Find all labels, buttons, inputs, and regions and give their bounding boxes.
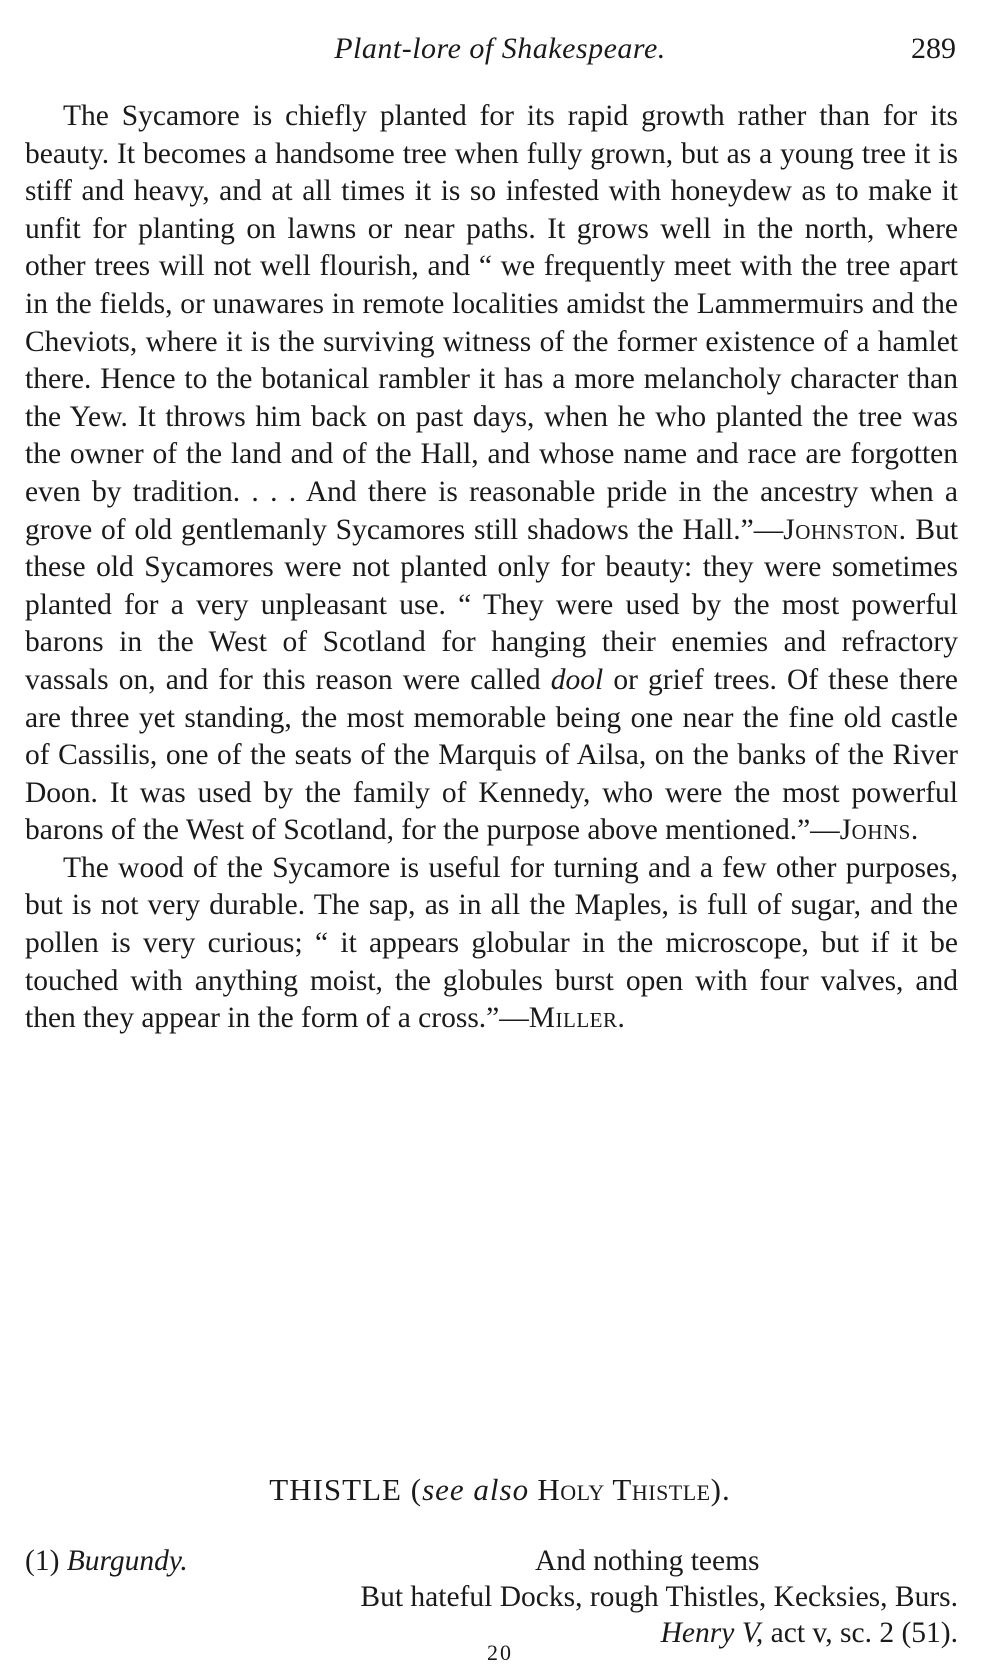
citation-miller: Miller. xyxy=(528,1002,626,1035)
paragraph-sycamore-1 xyxy=(25,98,958,850)
running-head xyxy=(0,32,1000,72)
quote-line-1: And nothing teems xyxy=(535,1545,760,1577)
term-dool: dool xyxy=(550,663,604,696)
quote-speaker: Burgundy. xyxy=(66,1545,188,1577)
running-title: Plant-lore of Shakespeare. xyxy=(334,32,666,65)
cross-reference-holy-thistle: Holy Thistle xyxy=(529,1472,711,1507)
shakespeare-quotation xyxy=(25,1543,958,1651)
para2-text: The wood of the Sycamore is useful for turning and a few other purposes, but is not very durable. The sap, as in all the Maples, is full of sugar, and the pollen is very curious; “ it appears globular in the microscope, but if it be touched with anything moist, the globules burst open with four valves, and then they appear in the form of a cross.”— xyxy=(25,851,958,1035)
signature-mark: 20 xyxy=(487,1640,513,1665)
citation-johns: Johns. xyxy=(839,814,919,847)
body-text xyxy=(25,98,958,1038)
quote-number: (1) xyxy=(25,1545,67,1577)
para1-text-3: or grief trees. Of these there are three yet standing, the most memorable being one near the fine old castle of Cassilis, one of the seats of the Marquis of Ailsa, on the banks of the River Doon. It was used by the family of Kennedy, who were the most powerful barons of the West of Scotland, for the purpose above mentioned.”— xyxy=(25,663,958,847)
citation-johnston: Johnston. xyxy=(783,513,907,546)
para1-text-1: The Sycamore is chiefly planted for its rapid growth rather than for its beauty. It becomes a handsome tree when fully grown, but as a young tree it is stiff and heavy, and at all times it is so infested with honeydew as to make it unfit for planting on lawns or near paths. It grows well in the north, where other trees will not well flourish, and “ we frequently meet with the tree apart in the fields, or unawares in remote localities amidst the Lammermuirs and the Cheviots, where it is the surviving witness of the former existence of a hamlet there. Hence to the botanical rambler it has a more melancholy character than the Yew. It throws him back on past days, when he who planted the tree was the owner of the land and of the Hall, and whose name and race are forgotten even by tradition. . . . And there is reasonable pride in the ancestry when a grove of old gentlemanly Sycamores still shadows the Hall.”— xyxy=(25,100,958,546)
quote-line-2: But hateful Docks, rough Thistles, Kecksies, Burs. xyxy=(360,1581,958,1613)
page-number: 289 xyxy=(911,32,956,65)
quote-source-ref: act v, sc. 2 (51). xyxy=(763,1617,958,1649)
quote-source-play: Henry V, xyxy=(660,1617,764,1649)
para1-text-2: But these old Sycamores were not planted only for beauty: they were sometimes planted for a very unpleasant use. “ They were used by the most powerful barons in the West of Scotland for hanging their enemies and refractory vassals on, and for this reason were called xyxy=(25,513,959,696)
section-heading-thistle: THISTLE (see also Holy Thistle). xyxy=(269,1472,731,1507)
paragraph-sycamore-2 xyxy=(25,850,958,1038)
